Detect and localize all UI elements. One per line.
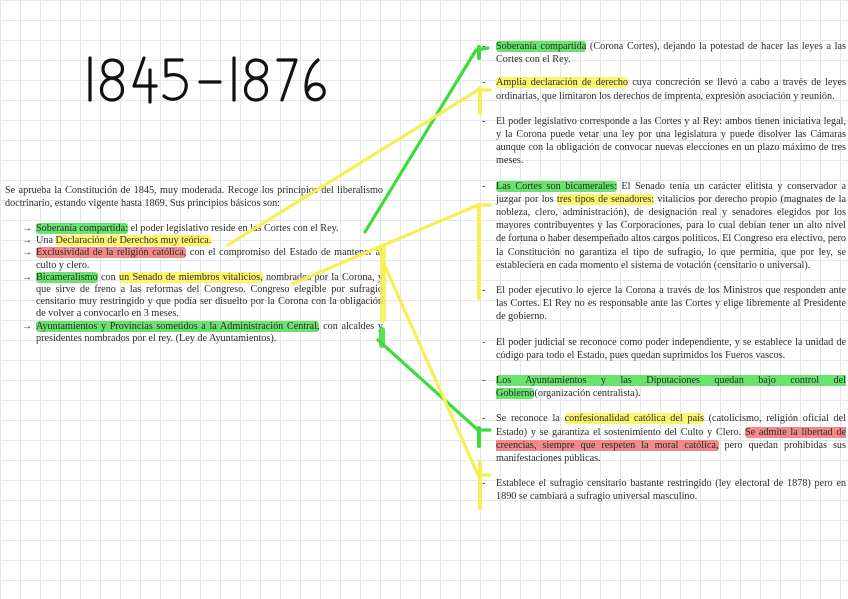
intro-paragraph: Se aprueba la Constitución de 1845, muy moderada. Recoge los principios del liberalismo doctrinario, estando vigente hasta 1869. Sus principios básicos son: <box>5 185 383 209</box>
list-item <box>476 40 846 66</box>
list-item <box>476 412 846 465</box>
dash-bullet: - <box>482 285 486 297</box>
item-text: cuya concreción se llevó a cabo a través de leyes ordinarias, que limitaron los derechos de imprenta, expresión asociación y reunión. <box>496 77 846 102</box>
dash-bullet: - <box>482 115 486 127</box>
arrow-icon: → <box>22 271 33 283</box>
highlight-red: Exclusividad de la religión católica, <box>36 247 187 259</box>
list-item <box>22 321 383 345</box>
yellow-connector-religion <box>384 264 490 475</box>
list-item <box>22 247 383 271</box>
item-text: el poder legislativo reside en las Cortes con el Rey. <box>127 223 339 234</box>
arrow-icon: → <box>22 235 33 247</box>
dash-bullet: - <box>482 375 486 387</box>
item-text: nombrados por la Corona, y que sirve de freno a las reformas del Congreso. Congreso elegible por sufragio censitario muy restringido y que podía ser disuelto por la Corona con la obligación de volver a convocarlo en 3 meses. <box>36 271 383 320</box>
list-item <box>476 284 846 324</box>
item-text: con alcaldes y presidentes nombrados por el rey. (Ley de Ayuntamientos). <box>36 320 383 344</box>
right-notes-list <box>476 40 846 504</box>
list-item <box>22 235 383 247</box>
item-text: Se reconoce la <box>496 413 565 425</box>
arrow-icon: → <box>22 320 33 332</box>
list-item <box>476 477 846 503</box>
arrow-icon: → <box>22 247 33 259</box>
green-connector-soberania <box>365 48 488 232</box>
list-item <box>476 336 846 362</box>
highlight-green: Ayuntamientos y Provincias sometidos a la Administración Central, <box>36 320 320 332</box>
handwritten-title <box>82 48 342 108</box>
item-text: (Corona Cortes), dejando la potestad de hacer las leyes a las Cortes con el Rey. <box>496 41 846 66</box>
item-text: El poder judicial se reconoce como poder independiente, y se establece la unidad de código para todo el Estado, pues quedan suprimidos los Fueros vascos. <box>496 336 846 361</box>
dash-bullet: - <box>482 77 486 89</box>
dash-bullet: - <box>482 180 486 192</box>
highlight-green: Los Ayuntamientos y las Diputaciones quedan bajo control del Gobierno <box>496 375 846 400</box>
highlight-red: Se admite la libertad de creencias, siempre que respeten la moral católica, <box>496 426 846 451</box>
dash-bullet: - <box>482 413 486 425</box>
arrow-icon: → <box>22 223 33 234</box>
item-text: El poder legislativo corresponde a las Cortes y al Rey: ambos tienen iniciativa legal, y la Corona puede vetar una ley por una legislatura y puede disolver las Cámaras aunque con la obligación de convocar nuevas elecciones en un plazo máximo de tres meses. <box>496 115 846 167</box>
dash-bullet: - <box>482 41 486 52</box>
item-text: El Senado tenía un carácter elitista y conservador a juzgar por los <box>496 180 846 205</box>
highlight-yellow: confesionalidad católica del país <box>564 413 704 425</box>
item-text: (catolicismo, religión oficial del Estado) y se garantiza el sostenimiento del Culto y Clero. <box>496 413 846 438</box>
highlight-green: Soberanía compartida: <box>36 223 128 234</box>
item-text: Una <box>36 235 56 247</box>
item-text: (organización centralista). <box>534 388 641 400</box>
item-text: con el compromiso del Estado de mantener al culto y clero. <box>36 247 383 271</box>
green-connector-ayuntamientos <box>378 340 490 430</box>
item-text: pero quedan prohibidas sus manifestaciones públicas. <box>496 439 846 465</box>
list-item <box>22 223 383 235</box>
dash-bullet: - <box>482 336 486 348</box>
handwritten-title-drawing <box>82 48 342 108</box>
list-item <box>476 180 846 272</box>
list-item <box>476 115 846 168</box>
item-text: Establece el sufragio censitario bastante restringido (ley electoral de 1878) pero en 1890 se cambiará a sufragio universal masculino. <box>496 478 846 503</box>
highlight-yellow: tres tipos de senadores: <box>556 193 655 205</box>
highlight-yellow: un Senado de miembros vitalicios, <box>119 271 263 283</box>
item-text: vitalicios por derecho propio (magnates de la nobleza, clero, administración), de designación real y senadores elegidos por los mayores contribuyentes y las Corporaciones, para lo cual debían tener un alto nivel de fortuna o haber desempeñado altos cargos políticos. El Congreso era electivo, pero la Constitución no garantiza el tipo de sufragio, lo que permitía, que por ley, se estableciera en cada momento el sistema de votación (censitario o universal). <box>496 193 846 271</box>
list-item <box>476 76 846 102</box>
dash-bullet: - <box>482 478 486 490</box>
highlight-green: Bicameralismo <box>36 271 98 283</box>
yellow-connector-declaracion <box>228 90 490 245</box>
item-text: El poder ejecutivo lo ejerce la Corona a través de los Ministros que responden ante las Cortes. El Rey no es responsable ante las Cortes y elige libremente al Presidente de gobierno. <box>496 285 846 323</box>
highlight-yellow: Amplia declaración de derecho <box>496 77 628 89</box>
highlight-yellow: Declaración de Derechos muy teórica. <box>55 235 212 247</box>
highlight-green: Soberanía compartida <box>496 41 587 52</box>
highlight-green: Las Cortes son bicamerales: <box>496 180 617 192</box>
left-principles-list <box>22 223 383 345</box>
item-text: con <box>97 271 119 283</box>
list-item <box>22 272 383 321</box>
list-item <box>476 374 846 400</box>
